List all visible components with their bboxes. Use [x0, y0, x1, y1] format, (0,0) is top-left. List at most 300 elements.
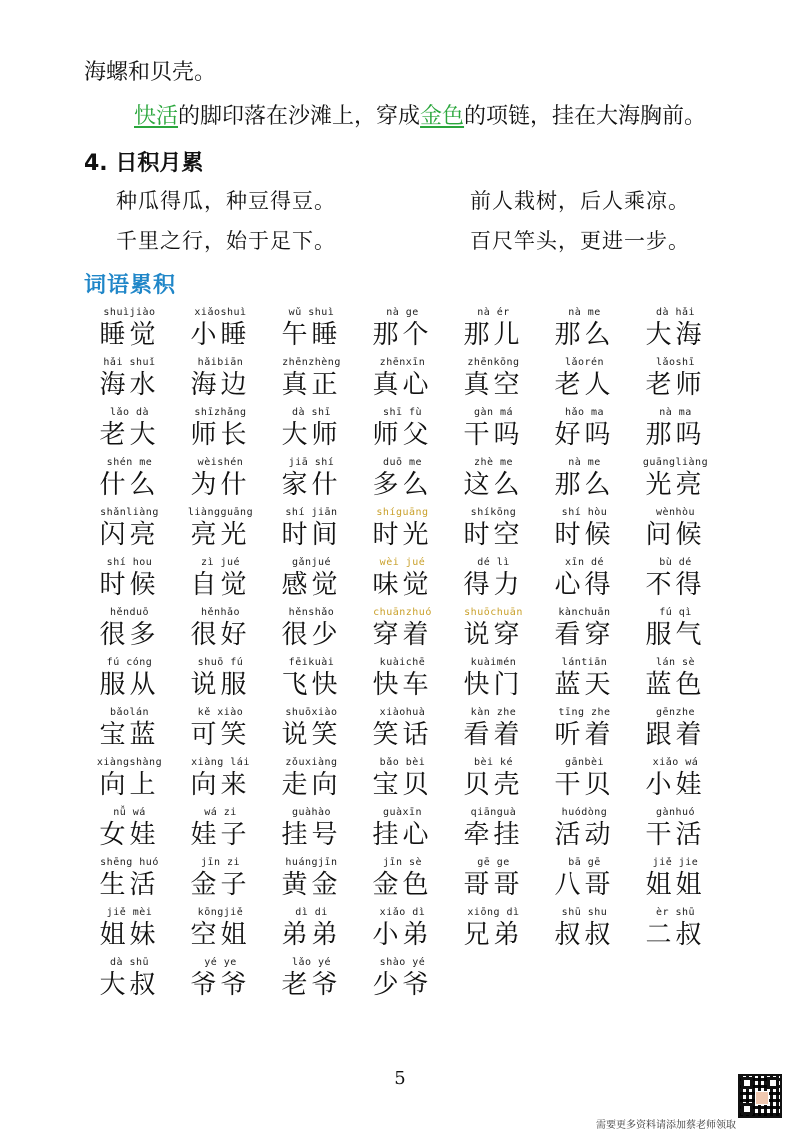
pinyin: gàn má	[473, 407, 514, 418]
pinyin: shí jiān	[285, 507, 338, 518]
vocab-word	[84, 506, 175, 556]
vocab-word	[266, 806, 357, 856]
hanzi: 为什	[190, 470, 251, 500]
pinyin: zhēnxīn	[379, 357, 426, 368]
vocab-word	[448, 856, 539, 906]
pinyin: zhēnzhèng	[282, 357, 341, 368]
hanzi: 走向	[281, 770, 342, 800]
vocab-word	[630, 606, 721, 656]
pinyin: zì jué	[200, 557, 241, 568]
hanzi: 师父	[372, 420, 433, 450]
vocab-section-title: 词语累积	[84, 273, 177, 298]
hanzi: 海边	[190, 370, 251, 400]
pinyin: gēnzhe	[655, 707, 696, 718]
hanzi: 飞快	[281, 670, 342, 700]
pinyin: kě xiào	[197, 707, 244, 718]
pinyin: lǎo yé	[291, 957, 332, 968]
vocab-word	[539, 756, 630, 806]
hanzi: 生活	[99, 870, 160, 900]
pinyin: gǎnjué	[291, 557, 332, 568]
vocab-word	[175, 806, 266, 856]
hanzi: 好吗	[554, 420, 615, 450]
vocab-word	[84, 306, 175, 356]
pinyin: fú qì	[659, 607, 692, 618]
vocab-word	[175, 306, 266, 356]
hanzi: 爷爷	[190, 970, 251, 1000]
vocab-word	[266, 556, 357, 606]
vocab-word	[448, 356, 539, 406]
pinyin: xiǎo dì	[379, 907, 426, 918]
vocab-word	[357, 306, 448, 356]
vocab-word	[448, 806, 539, 856]
pinyin: shào yé	[379, 957, 426, 968]
vocab-word	[175, 556, 266, 606]
hanzi: 真空	[463, 370, 524, 400]
vocab-word	[539, 606, 630, 656]
hanzi: 这么	[463, 470, 524, 500]
pinyin: duō me	[382, 457, 423, 468]
pinyin: bǎo bèi	[379, 757, 426, 768]
pinyin: kàn zhe	[470, 707, 517, 718]
vocab-word	[266, 906, 357, 956]
hanzi: 味觉	[372, 570, 433, 600]
vocab-word	[630, 506, 721, 556]
vocab-word	[357, 406, 448, 456]
saying-1: 种瓜得瓜，种豆得豆。	[116, 189, 336, 213]
vocab-word	[539, 406, 630, 456]
hanzi: 服气	[645, 620, 706, 650]
pinyin: shuōxiào	[285, 707, 338, 718]
pinyin: shīzhǎng	[194, 407, 247, 418]
hanzi: 听着	[554, 720, 615, 750]
hanzi: 姐妹	[99, 920, 160, 950]
pinyin: shén me	[106, 457, 153, 468]
vocab-word	[539, 806, 630, 856]
vocab-word	[630, 906, 721, 956]
pinyin: shíguāng	[376, 507, 429, 518]
vocab-word	[357, 856, 448, 906]
hanzi: 不得	[645, 570, 706, 600]
hanzi: 弟弟	[281, 920, 342, 950]
vocab-word	[266, 506, 357, 556]
vocab-word	[448, 906, 539, 956]
qr-caption: 需要更多资料请添加蔡老师领取	[596, 1120, 736, 1131]
pinyin: huódòng	[561, 807, 608, 818]
hanzi: 老爷	[281, 970, 342, 1000]
vocab-word	[630, 356, 721, 406]
pinyin: shū shu	[561, 907, 608, 918]
highlighted-word-jinse: 金色	[420, 104, 465, 129]
hanzi: 海水	[99, 370, 160, 400]
pinyin: guàxīn	[382, 807, 423, 818]
hanzi: 时光	[372, 520, 433, 550]
vocab-word	[357, 806, 448, 856]
hanzi: 睡觉	[99, 320, 160, 350]
vocab-word	[539, 906, 630, 956]
pinyin: shǎnliàng	[100, 507, 159, 518]
vocab-word	[539, 556, 630, 606]
pinyin: shēng huó	[100, 857, 159, 868]
hanzi: 那儿	[463, 320, 524, 350]
hanzi: 光亮	[645, 470, 706, 500]
vocab-word	[266, 456, 357, 506]
vocab-word	[84, 556, 175, 606]
hanzi: 干吗	[463, 420, 524, 450]
vocab-word	[357, 656, 448, 706]
pinyin: jiā shí	[288, 457, 335, 468]
hanzi: 快门	[463, 670, 524, 700]
hanzi: 服从	[99, 670, 160, 700]
pinyin: shuō fú	[197, 657, 244, 668]
hanzi: 看着	[463, 720, 524, 750]
hanzi: 向来	[190, 770, 251, 800]
pinyin: hěnshǎo	[288, 607, 335, 618]
pinyin: wèi jué	[379, 557, 426, 568]
pinyin: xiǎo wá	[652, 757, 699, 768]
hanzi: 时间	[281, 520, 342, 550]
pinyin: yé ye	[204, 957, 237, 968]
vocab-word	[630, 306, 721, 356]
vocab-word	[84, 706, 175, 756]
vocab-word	[266, 356, 357, 406]
vocab-word	[175, 506, 266, 556]
pinyin: huángjīn	[285, 857, 338, 868]
pinyin: kuàimén	[470, 657, 517, 668]
vocab-word	[539, 506, 630, 556]
vocab-word	[630, 756, 721, 806]
hanzi: 老大	[99, 420, 160, 450]
pinyin: lán sè	[655, 657, 696, 668]
hanzi: 时候	[99, 570, 160, 600]
hanzi: 很多	[99, 620, 160, 650]
pinyin: lántiān	[561, 657, 608, 668]
pinyin: nà me	[568, 307, 601, 318]
hanzi: 老师	[645, 370, 706, 400]
hanzi: 家什	[281, 470, 342, 500]
hanzi: 跟着	[645, 720, 706, 750]
hanzi: 姐姐	[645, 870, 706, 900]
hanzi: 时候	[554, 520, 615, 550]
vocab-word	[84, 406, 175, 456]
hanzi: 问候	[645, 520, 706, 550]
pinyin: zhēnkōng	[467, 357, 520, 368]
saying-3: 千里之行，始于足下。	[116, 229, 336, 253]
hanzi: 快车	[372, 670, 433, 700]
vocab-word	[448, 406, 539, 456]
hanzi: 那个	[372, 320, 433, 350]
page-number: 5	[394, 1068, 406, 1089]
hanzi: 贝壳	[463, 770, 524, 800]
vocab-word	[539, 706, 630, 756]
vocab-word	[84, 656, 175, 706]
pinyin: fēikuài	[288, 657, 335, 668]
vocab-row	[84, 956, 724, 1006]
pinyin: gànhuó	[655, 807, 696, 818]
pinyin: dé lì	[477, 557, 510, 568]
vocab-word	[539, 456, 630, 506]
hanzi: 小睡	[190, 320, 251, 350]
vocab-row	[84, 356, 724, 406]
section-title-rijiyuelei: 4. 日积月累	[84, 151, 204, 176]
pinyin: shuìjiào	[103, 307, 156, 318]
vocab-word	[539, 356, 630, 406]
vocab-word	[175, 406, 266, 456]
pinyin: jīn zi	[200, 857, 241, 868]
pinyin: nà me	[568, 457, 601, 468]
vocab-word	[266, 956, 357, 1006]
pinyin: fú cóng	[106, 657, 153, 668]
hanzi: 宝蓝	[99, 720, 160, 750]
pinyin: nà ge	[386, 307, 419, 318]
saying-4: 百尺竿头，更进一步。	[470, 229, 690, 253]
pinyin: nǚ wá	[113, 807, 146, 818]
vocab-grid	[84, 306, 724, 1006]
hanzi: 闪亮	[99, 520, 160, 550]
hanzi: 黄金	[281, 870, 342, 900]
qr-code-icon	[738, 1074, 782, 1118]
pinyin: bù dé	[659, 557, 692, 568]
vocab-word	[448, 756, 539, 806]
hanzi: 说穿	[463, 620, 524, 650]
pinyin: bā gē	[568, 857, 601, 868]
pinyin: xiàngshàng	[96, 757, 163, 768]
pinyin: hǎi shuǐ	[103, 357, 156, 368]
pinyin: wǔ shuì	[288, 307, 335, 318]
vocab-word	[175, 956, 266, 1006]
pinyin: gānbèi	[564, 757, 605, 768]
pinyin: dà shū	[109, 957, 150, 968]
hanzi: 兄弟	[463, 920, 524, 950]
pinyin: dì di	[295, 907, 328, 918]
pinyin: xiàng lái	[191, 757, 250, 768]
hanzi: 感觉	[281, 570, 342, 600]
vocab-word	[357, 606, 448, 656]
vocab-row	[84, 506, 724, 556]
hanzi: 干贝	[554, 770, 615, 800]
vocab-word	[84, 606, 175, 656]
hanzi: 说笑	[281, 720, 342, 750]
pinyin: dà shī	[291, 407, 332, 418]
vocab-word	[448, 606, 539, 656]
pinyin: xiǎoshuì	[194, 307, 247, 318]
hanzi: 挂号	[281, 820, 342, 850]
pinyin: kōngjiě	[197, 907, 244, 918]
vocab-word	[539, 856, 630, 906]
text-segment: 的脚印落在沙滩上，穿成	[178, 104, 421, 129]
hanzi: 很好	[190, 620, 251, 650]
vocab-row	[84, 856, 724, 906]
vocab-row	[84, 556, 724, 606]
pinyin: jīn sè	[382, 857, 423, 868]
pinyin: kànchuān	[558, 607, 611, 618]
vocab-word	[357, 456, 448, 506]
vocab-word	[630, 706, 721, 756]
hanzi: 心得	[554, 570, 615, 600]
vocab-word	[630, 806, 721, 856]
pinyin: nà ér	[477, 307, 510, 318]
pinyin: chuānzhuó	[373, 607, 432, 618]
vocab-row	[84, 456, 724, 506]
pinyin: shuōchuān	[464, 607, 523, 618]
hanzi: 小娃	[645, 770, 706, 800]
pinyin: tīng zhe	[558, 707, 611, 718]
pinyin: èr shū	[655, 907, 696, 918]
hanzi: 说服	[190, 670, 251, 700]
pinyin: dà hǎi	[655, 307, 696, 318]
hanzi: 看穿	[554, 620, 615, 650]
vocab-word	[175, 356, 266, 406]
pinyin: kuàichē	[379, 657, 426, 668]
vocab-word	[84, 756, 175, 806]
hanzi: 师长	[190, 420, 251, 450]
vocab-word	[175, 656, 266, 706]
pinyin: hǎibiān	[197, 357, 244, 368]
vocab-word	[448, 506, 539, 556]
hanzi: 得力	[463, 570, 524, 600]
vocab-word	[266, 656, 357, 706]
hanzi: 自觉	[190, 570, 251, 600]
hanzi: 娃子	[190, 820, 251, 850]
hanzi: 大叔	[99, 970, 160, 1000]
pinyin: wá zi	[204, 807, 237, 818]
vocab-word	[357, 506, 448, 556]
pinyin: guāngliàng	[642, 457, 709, 468]
pinyin: xiōng dì	[467, 907, 520, 918]
vocab-word	[175, 856, 266, 906]
vocab-word	[630, 556, 721, 606]
vocab-word	[175, 606, 266, 656]
hanzi: 蓝色	[645, 670, 706, 700]
vocab-word	[630, 656, 721, 706]
pinyin: wèishén	[197, 457, 244, 468]
hanzi: 大师	[281, 420, 342, 450]
vocab-word	[175, 706, 266, 756]
vocab-row	[84, 656, 724, 706]
vocab-word	[84, 856, 175, 906]
vocab-word	[630, 456, 721, 506]
pinyin: lǎorén	[564, 357, 605, 368]
hanzi: 那么	[554, 320, 615, 350]
vocab-row	[84, 806, 724, 856]
hanzi: 女娃	[99, 820, 160, 850]
hanzi: 叔叔	[554, 920, 615, 950]
hanzi: 什么	[99, 470, 160, 500]
hanzi: 金子	[190, 870, 251, 900]
hanzi: 少爷	[372, 970, 433, 1000]
hanzi: 大海	[645, 320, 706, 350]
pinyin: hǎo ma	[564, 407, 605, 418]
pinyin: qiānguà	[470, 807, 517, 818]
text-line-2	[134, 102, 706, 132]
pinyin: xīn dé	[564, 557, 605, 568]
vocab-word	[84, 906, 175, 956]
hanzi: 亮光	[190, 520, 251, 550]
pinyin: bèi ké	[473, 757, 514, 768]
hanzi: 很少	[281, 620, 342, 650]
pinyin: shí hòu	[561, 507, 608, 518]
hanzi: 真心	[372, 370, 433, 400]
saying-2: 前人栽树，后人乘凉。	[470, 189, 690, 213]
pinyin: guàhào	[291, 807, 332, 818]
vocab-word	[84, 956, 175, 1006]
hanzi: 午睡	[281, 320, 342, 350]
vocab-word	[630, 856, 721, 906]
vocab-row	[84, 906, 724, 956]
hanzi: 活动	[554, 820, 615, 850]
vocab-word	[266, 606, 357, 656]
hanzi: 真正	[281, 370, 342, 400]
vocab-row	[84, 406, 724, 456]
vocab-word	[357, 556, 448, 606]
hanzi: 老人	[554, 370, 615, 400]
hanzi: 挂心	[372, 820, 433, 850]
vocab-word	[357, 706, 448, 756]
hanzi: 二叔	[645, 920, 706, 950]
vocab-word	[448, 656, 539, 706]
text-segment: 的项链，挂在大海胸前。	[464, 104, 707, 129]
pinyin: bǎolán	[109, 707, 150, 718]
hanzi: 干活	[645, 820, 706, 850]
vocab-word	[84, 356, 175, 406]
vocab-word	[357, 756, 448, 806]
vocab-word	[266, 306, 357, 356]
hanzi: 可笑	[190, 720, 251, 750]
vocab-word	[448, 306, 539, 356]
vocab-word	[266, 406, 357, 456]
pinyin: nà ma	[659, 407, 692, 418]
pinyin: hěnduō	[109, 607, 150, 618]
vocab-row	[84, 706, 724, 756]
pinyin: lǎoshī	[655, 357, 696, 368]
vocab-word	[448, 456, 539, 506]
vocab-word	[175, 756, 266, 806]
vocab-word	[175, 906, 266, 956]
hanzi: 八哥	[554, 870, 615, 900]
vocab-row	[84, 606, 724, 656]
hanzi: 那吗	[645, 420, 706, 450]
vocab-word	[630, 406, 721, 456]
vocab-word	[448, 706, 539, 756]
vocab-word	[357, 906, 448, 956]
vocab-word	[175, 456, 266, 506]
text-line-1: 海螺和贝壳。	[84, 60, 217, 85]
pinyin: zhè me	[473, 457, 514, 468]
vocab-word	[539, 656, 630, 706]
pinyin: lǎo dà	[109, 407, 150, 418]
vocab-word	[266, 706, 357, 756]
hanzi: 穿着	[372, 620, 433, 650]
pinyin: shíkōng	[470, 507, 517, 518]
vocab-word	[266, 756, 357, 806]
hanzi: 金色	[372, 870, 433, 900]
pinyin: xiàohuà	[379, 707, 426, 718]
vocab-word	[357, 356, 448, 406]
pinyin: liàngguāng	[187, 507, 254, 518]
pinyin: shī fù	[382, 407, 423, 418]
vocab-row	[84, 756, 724, 806]
pinyin: zǒuxiàng	[285, 757, 338, 768]
vocab-word	[357, 956, 448, 1006]
hanzi: 小弟	[372, 920, 433, 950]
pinyin: jiě mèi	[106, 907, 153, 918]
highlighted-word-kuaihuo: 快活	[134, 104, 179, 129]
pinyin: gē ge	[477, 857, 510, 868]
vocab-word	[84, 806, 175, 856]
vocab-word	[448, 556, 539, 606]
hanzi: 时空	[463, 520, 524, 550]
hanzi: 多么	[372, 470, 433, 500]
pinyin: wènhòu	[655, 507, 696, 518]
